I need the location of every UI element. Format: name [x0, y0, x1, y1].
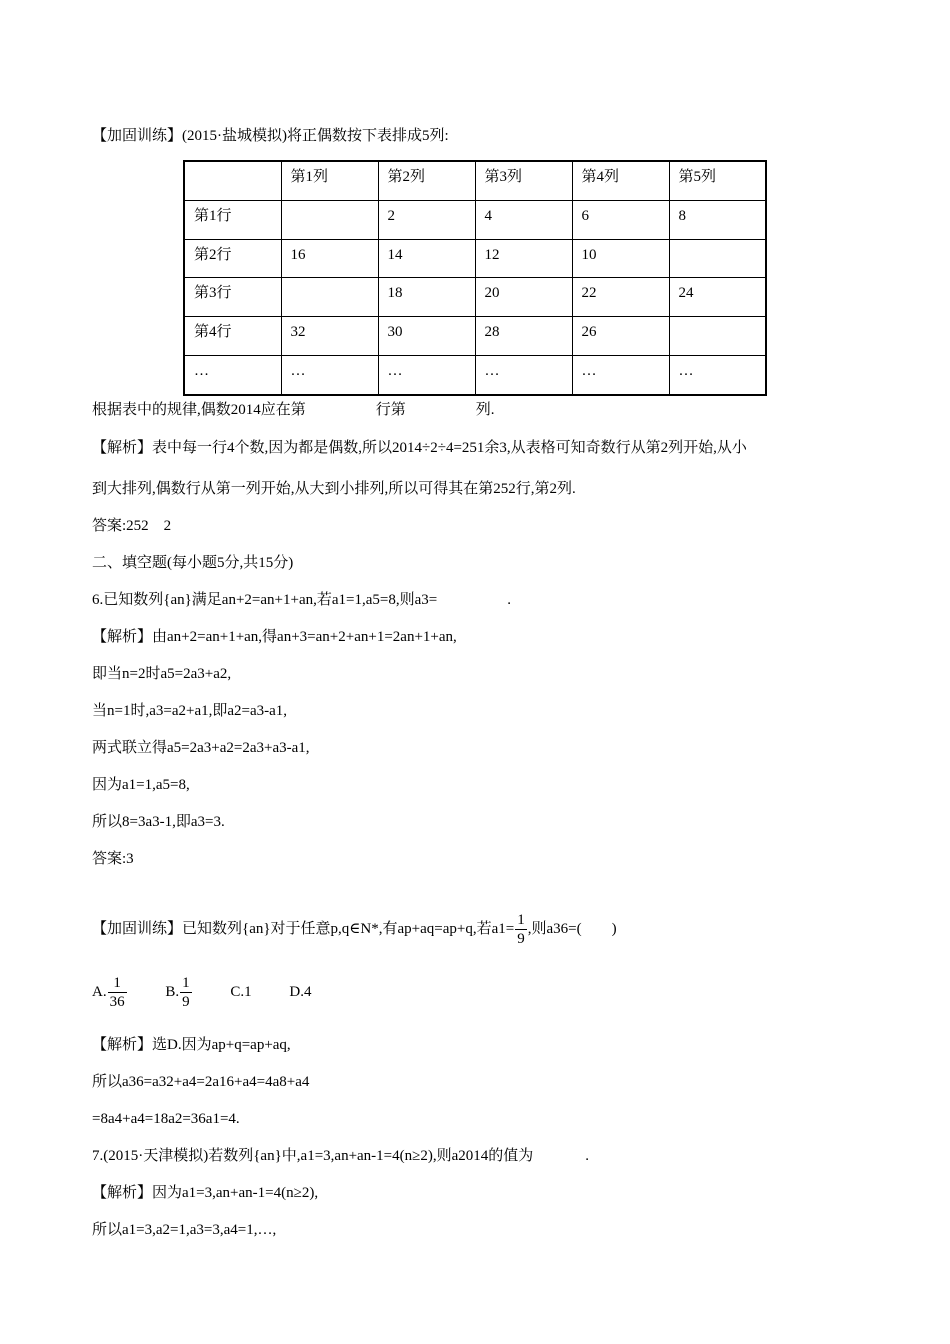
- table-cell: 第1列: [281, 161, 378, 201]
- table-cell: 8: [669, 201, 766, 240]
- option-label: A.: [92, 984, 107, 1000]
- table-cell: 第2列: [378, 161, 475, 201]
- option-label: B.: [165, 984, 180, 1000]
- table-cell: [669, 239, 766, 278]
- question-6: [92, 590, 511, 610]
- analysis-line: 两式联立得a5=2a3+a2=2a3+a3-a1,: [92, 740, 310, 756]
- table-header-row: [184, 161, 766, 201]
- answer-line: 答案:3: [92, 851, 134, 867]
- question-end: .: [585, 1148, 590, 1164]
- fraction: [108, 974, 127, 1011]
- analysis-line: 到大排列,偶数行从第一列开始,从大到小排列,所以可得其在第252行,第2列.: [92, 481, 576, 497]
- table-cell: …: [184, 355, 281, 395]
- fraction-numerator: 1: [108, 974, 127, 993]
- question-text: 7.(2015·天津模拟)若数列{an}中,a1=3,an+an-1=4(n≥2),则a2014的值为: [92, 1148, 534, 1164]
- table-cell: 16: [281, 239, 378, 278]
- table-cell: [281, 201, 378, 240]
- table-cell: …: [572, 355, 669, 395]
- table-cell: 26: [572, 317, 669, 356]
- question-line: [92, 400, 495, 420]
- table-cell: 14: [378, 239, 475, 278]
- analysis-line: 【解析】表中每一行4个数,因为都是偶数,所以2014÷2÷4=251余3,从表格可知奇数行从第2列开始,从小: [92, 440, 747, 456]
- table-cell: [281, 278, 378, 317]
- table-cell: …: [281, 355, 378, 395]
- table-cell: 第3行: [184, 278, 281, 317]
- table-cell: …: [669, 355, 766, 395]
- table-cell: 第4行: [184, 317, 281, 356]
- table-cell: 22: [572, 278, 669, 317]
- table-cell: 12: [475, 239, 572, 278]
- table-cell: 32: [281, 317, 378, 356]
- question-end: .: [507, 592, 511, 608]
- fraction-numerator: 1: [182, 975, 190, 992]
- table-cell: 28: [475, 317, 572, 356]
- analysis-line: 当n=1时,a3=a2+a1,即a2=a3-a1,: [92, 703, 288, 719]
- option-a: [92, 972, 128, 1012]
- table-row: [184, 239, 766, 278]
- training-question: [92, 910, 617, 948]
- table-cell: 第4列: [572, 161, 669, 201]
- table-cell: 24: [669, 278, 766, 317]
- fraction-numerator: 1: [517, 912, 525, 929]
- table-cell: 第3列: [475, 161, 572, 201]
- training-intro: 【加固训练】(2015·盐城模拟)将正偶数按下表排成5列:: [92, 128, 449, 144]
- even-number-table: [183, 160, 767, 396]
- option-b: [165, 972, 192, 1012]
- table-cell: 10: [572, 239, 669, 278]
- options-row: [92, 972, 345, 1012]
- table-row: [184, 317, 766, 356]
- table-cell: 4: [475, 201, 572, 240]
- table-row: [184, 278, 766, 317]
- table-cell: 2: [378, 201, 475, 240]
- fraction-denominator: 36: [109, 994, 125, 1011]
- fraction-denominator: 9: [517, 931, 525, 948]
- analysis-line: 【解析】由an+2=an+1+an,得an+3=an+2+an+1=2an+1+an,: [92, 629, 457, 645]
- question-part: 行第: [375, 402, 406, 418]
- question-text: ,则a36=( ): [527, 921, 617, 937]
- table-cell: 30: [378, 317, 475, 356]
- fraction-denominator: 9: [182, 994, 190, 1011]
- table-row: [184, 201, 766, 240]
- question-part: 根据表中的规律,偶数2014应在第: [92, 402, 306, 418]
- analysis-line: 所以a1=3,a2=1,a3=3,a4=1,…,: [92, 1222, 277, 1238]
- table-cell: 18: [378, 278, 475, 317]
- table-cell: [669, 317, 766, 356]
- option-d: D.4: [289, 984, 312, 1000]
- analysis-line: 所以a36=a32+a4=2a16+a4=4a8+a4: [92, 1074, 310, 1090]
- table-cell: …: [475, 355, 572, 395]
- question-text: 6.已知数列{an}满足an+2=an+1+an,若a1=1,a5=8,则a3=: [92, 592, 438, 608]
- question-7: [92, 1146, 589, 1166]
- fraction: [180, 974, 192, 1011]
- table-cell: 第1行: [184, 201, 281, 240]
- table-cell: 第5列: [669, 161, 766, 201]
- table-cell: …: [378, 355, 475, 395]
- analysis-line: 所以8=3a3-1,即a3=3.: [92, 814, 225, 830]
- question-text: 【加固训练】已知数列{an}对于任意p,q∈N*,有ap+aq=ap+q,若a1=: [92, 921, 515, 937]
- analysis-line: 即当n=2时a5=2a3+a2,: [92, 666, 232, 682]
- analysis-line: 【解析】选D.因为ap+q=ap+aq,: [92, 1037, 291, 1053]
- question-part: 列.: [475, 402, 495, 418]
- analysis-line: 【解析】因为a1=3,an+an-1=4(n≥2),: [92, 1185, 319, 1201]
- analysis-line: =8a4+a4=18a2=36a1=4.: [92, 1111, 240, 1127]
- table-cell: [184, 161, 281, 201]
- fraction: [515, 911, 527, 948]
- option-c: C.1: [230, 984, 252, 1000]
- table-cell: 20: [475, 278, 572, 317]
- table-row: [184, 355, 766, 395]
- table-cell: 6: [572, 201, 669, 240]
- section-heading: 二、填空题(每小题5分,共15分): [92, 555, 294, 571]
- analysis-line: 因为a1=1,a5=8,: [92, 777, 190, 793]
- table-cell: 第2行: [184, 239, 281, 278]
- answer-line: 答案:252 2: [92, 518, 172, 534]
